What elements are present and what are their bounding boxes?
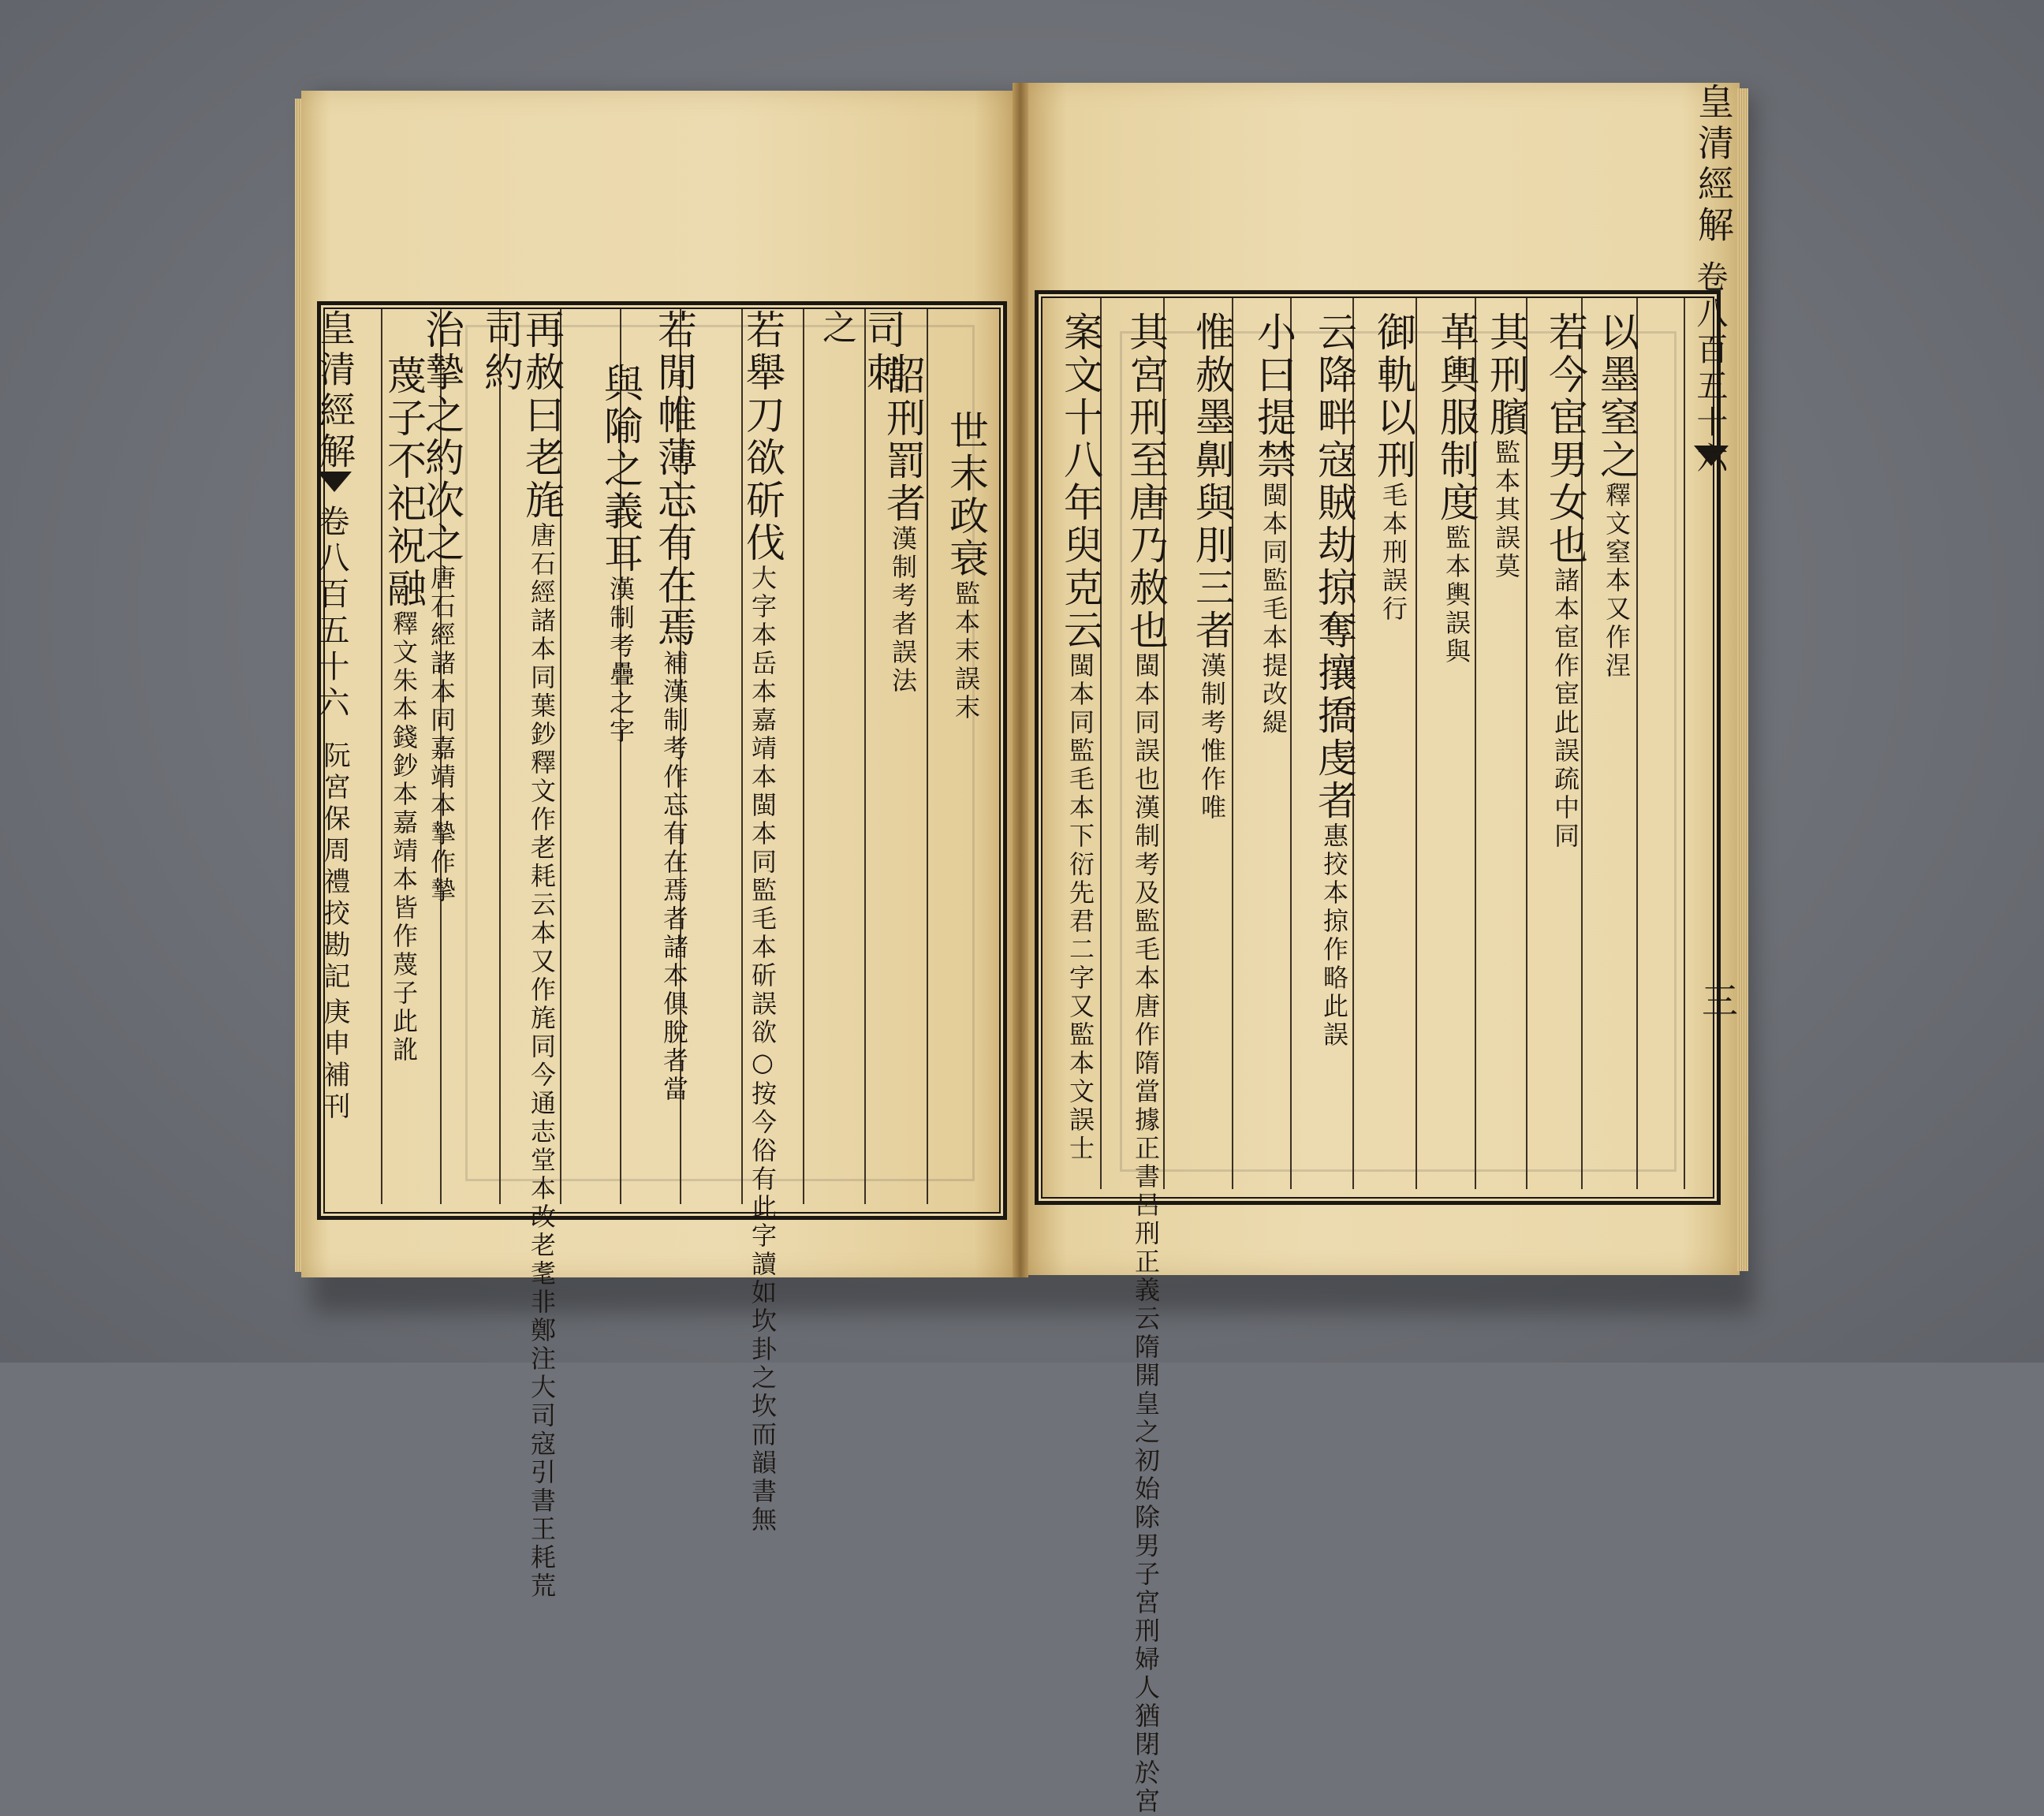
column-rule <box>499 309 501 1204</box>
right-page-number: 三 <box>1696 982 1739 1023</box>
text-column: 若舉刀欲斫伐大字本岳本嘉靖本閩本同監毛本斫誤欲○按今俗有此字讀如坎卦之坎而韻書無 <box>740 309 785 1534</box>
column-rule <box>1684 298 1685 1189</box>
text-column: 與隃之義耳漢制考疊之字 <box>598 363 643 746</box>
column-rule <box>803 309 804 1204</box>
text-column: 再赦曰老旄唐石經諸本同葉鈔釋文作老耗云本又作旄同今通志堂本改老耄非鄭注大司寇引書王耗荒 <box>519 309 565 1601</box>
book-gutter <box>1013 83 1028 1277</box>
left-center-strip-title: 皇清經解 <box>314 309 356 473</box>
column-rule <box>864 309 866 1204</box>
left-center-strip-volume: 卷八百五十六 <box>313 505 349 722</box>
right-center-strip-title: 皇清經解 <box>1692 83 1735 247</box>
text-column: 若今宦男女也諸本宦作宦此誤疏中同 <box>1542 311 1588 851</box>
text-column: 司刺 <box>860 309 906 394</box>
text-column: 世末政衰監本末誤末 <box>943 410 989 722</box>
left-center-strip-colophon: 庚申補刊 <box>319 997 350 1124</box>
text-column: 若閒帷薄忘有在焉補漢制考作忘有在焉者諸本俱脫者當 <box>651 309 697 1104</box>
text-column: 惟赦墨劓與刖三者漢制考惟作唯 <box>1189 311 1235 822</box>
text-column: 案文十八年臾克云閩本同監毛本下衍先君二字又監本文誤士 <box>1057 311 1103 1163</box>
text-column: 蔑子不祀祝融釋文朱本錢鈔本嘉靖本皆作蔑子此訛 <box>381 355 427 1065</box>
right-center-strip-volume: 卷八百五十六 <box>1692 260 1728 478</box>
right-page-edges <box>1737 88 1748 1271</box>
text-column: 御軌以刑毛本刑誤行 <box>1371 311 1416 624</box>
text-column: 詔刑罰者漢制考者誤法 <box>880 355 926 695</box>
left-center-strip-subtitle: 阮宮保周禮挍勘記 <box>319 741 350 994</box>
text-column: 革輿服制度監本輿誤與 <box>1434 311 1479 666</box>
text-column: 之 <box>816 309 856 347</box>
text-column: 其宮刑至唐乃赦也閩本同誤也漢制考及監毛本唐作隋當據正書呂刑正義云隋開皇之初始除男子宮刑婦人猶閉於宮 <box>1123 311 1169 1816</box>
text-column: 治摯之約次之唐石經諸本同嘉靖本摯作摯 <box>419 309 464 905</box>
text-column: 其刑臏監本其誤莫 <box>1483 311 1529 581</box>
fish-tail-mark <box>317 472 352 492</box>
text-column: 司約 <box>478 309 524 394</box>
column-rule <box>927 309 928 1204</box>
text-column: 以墨窒之釋文窒本又作涅 <box>1594 311 1639 681</box>
text-column: 小曰提禁閩本同監毛本提改緹 <box>1251 311 1296 737</box>
text-column: 云降畔寇賊劫掠奪攘撟虔者惠挍本掠作略此誤 <box>1311 311 1357 1050</box>
